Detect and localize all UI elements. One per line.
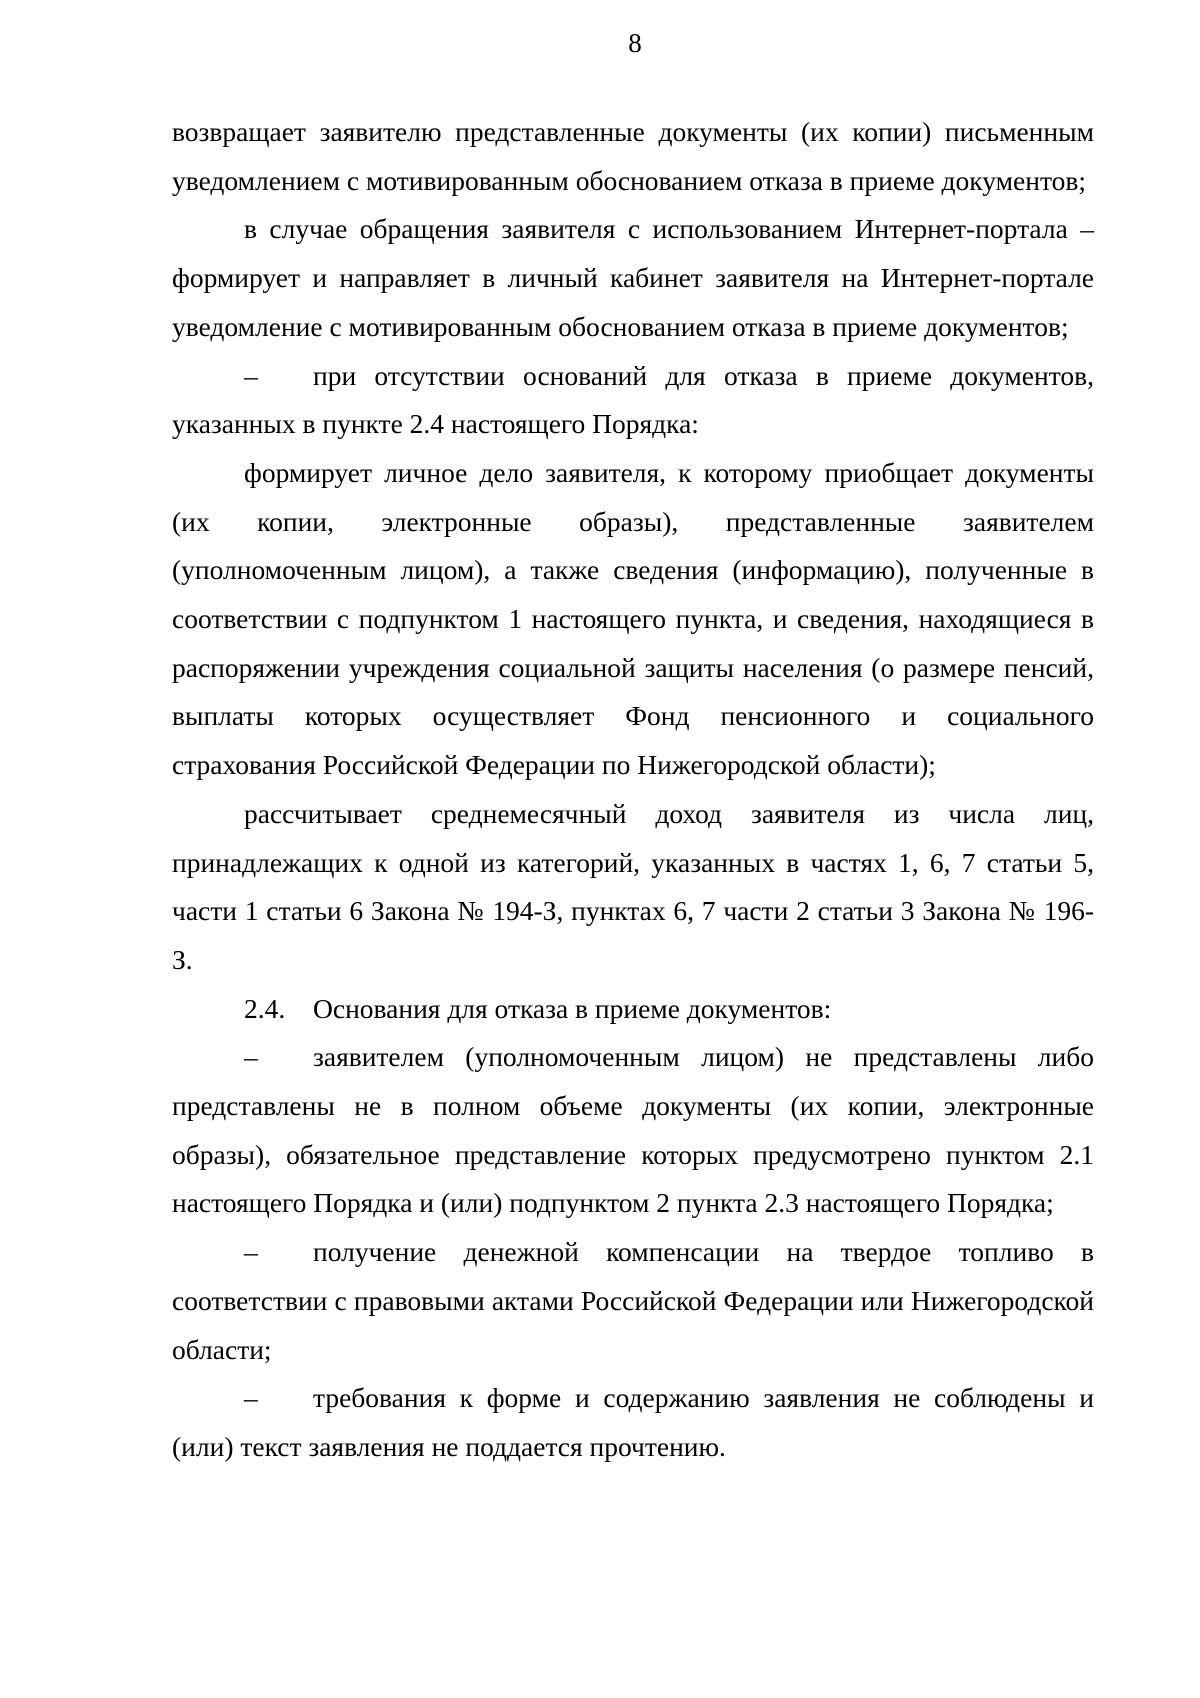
dash-marker: –	[244, 1041, 258, 1073]
list-item-no-grounds	[172, 352, 1094, 449]
paragraph-text: формирует личное дело заявителя, к которому приобщает документы (их копии, электронные образы), представленные заявителем (уполномоченным лицом), а также сведения (информацию), полученные в соответствии с подпунктом 1 настоящего пункта, и сведения, находящиеся в распоряжении учреждения социальной защиты населения (о размере пенсий, выплаты которых осуществляет Фонд пенсионного и социального страхования Российской Федерации по Нижегородской области);	[172, 456, 1094, 781]
list-item-documents-missing	[172, 1033, 1094, 1228]
page-number: 8	[628, 28, 642, 58]
section-number: 2.4.	[244, 992, 286, 1024]
list-item-form-requirements	[172, 1374, 1094, 1471]
paragraph-text: рассчитывает среднемесячный доход заявителя из числа лиц, принадлежащих к одной из категорий, указанных в частях 1, 6, 7 статьи 5, части 1 статьи 6 Закона № 194-З, пунктах 6, 7 части 2 статьи 3 Закона № 196-З.	[172, 797, 1094, 975]
section-2-4-heading	[172, 985, 1094, 1034]
list-item-text: при отсутствии оснований для отказа в приеме документов, указанных в пункте 2.4 настоящего Порядка:	[172, 359, 1094, 440]
paragraph-text: возвращает заявителю представленные документы (их копии) письменным уведомлением с мотивированным обоснованием отказа в приеме документов;	[172, 116, 1094, 196]
list-item-text: получение денежной компенсации на твердое топливо в соответствии с правовыми актами Российской Федерации или Нижегородской области;	[172, 1236, 1094, 1365]
list-item-text: заявителем (уполномоченным лицом) не представлены либо представлены не в полном объеме документы (их копии, электронные образы), обязательное представление которых предусмотрено пунктом 2.1 настоящего Порядка и (или) подпунктом 2 пункта 2.3 настоящего Порядка;	[172, 1041, 1094, 1219]
paragraph-average-income	[172, 790, 1094, 985]
paragraph-internet-portal	[172, 205, 1094, 351]
document-body	[172, 108, 1094, 1472]
dash-marker: –	[244, 1382, 258, 1414]
paragraph-personal-file	[172, 449, 1094, 790]
paragraph-text: в случае обращения заявителя с использованием Интернет-портала – формирует и направляет в личный кабинет заявителя на Интернет-портале уведомление с мотивированным обоснованием отказа в приеме документов;	[172, 213, 1094, 342]
list-item-compensation-received	[172, 1228, 1094, 1374]
section-title: Основания для отказа в приеме документов:	[313, 992, 832, 1024]
dash-marker: –	[244, 359, 258, 391]
dash-marker: –	[244, 1236, 258, 1268]
list-item-text: требования к форме и содержанию заявления не соблюдены и (или) текст заявления не поддается прочтению.	[172, 1382, 1094, 1462]
paragraph-return-documents	[172, 108, 1094, 205]
